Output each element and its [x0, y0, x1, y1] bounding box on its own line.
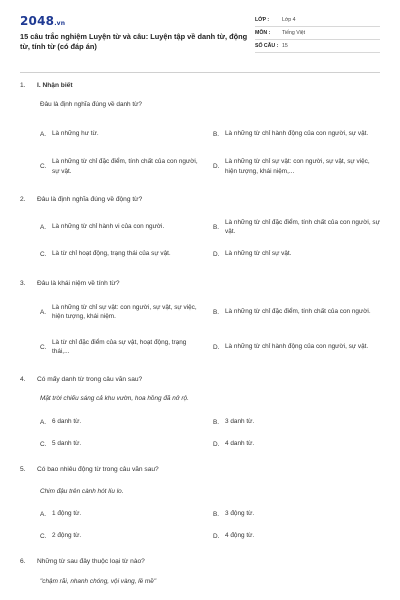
meta-count: [255, 40, 380, 53]
question-quote: "chậm rãi, nhanh chóng, vội vàng, lề mề": [40, 578, 157, 585]
option-text: Là những từ chỉ sự vật.: [225, 250, 292, 258]
option-d[interactable]: [213, 157, 380, 176]
site-logo[interactable]: [20, 14, 65, 28]
option-c[interactable]: [40, 157, 205, 176]
question-text: Đâu là định nghĩa đúng về động từ?: [37, 196, 143, 203]
meta-key: SỐ CÂU :: [255, 43, 279, 49]
option-c[interactable]: [40, 248, 205, 260]
option-b[interactable]: [213, 302, 380, 322]
option-b[interactable]: [213, 218, 380, 236]
option-text: 4 danh từ.: [225, 440, 255, 448]
option-a[interactable]: [40, 508, 205, 520]
option-d[interactable]: [213, 530, 380, 542]
option-letter: B.: [213, 223, 220, 231]
option-letter: C.: [40, 343, 47, 351]
option-d[interactable]: [213, 438, 380, 450]
question-quote: Chim đậu trên cành hót líu lo.: [40, 488, 124, 495]
option-letter: A.: [40, 418, 47, 426]
option-text: Là những từ chỉ hành động của con người, sự vật.: [225, 343, 369, 351]
question-header: [20, 196, 380, 206]
option-letter: B.: [213, 130, 220, 138]
option-text: Là những từ chỉ sự vật: con người, sự vật, sự việc, hiện tượng, khái niệm,...: [225, 158, 370, 175]
question-header: [20, 558, 380, 568]
meta-subject: [255, 27, 380, 40]
option-a[interactable]: [40, 125, 205, 143]
question-number: 6.: [20, 558, 26, 565]
option-letter: D.: [213, 532, 220, 540]
option-text: Là những từ chỉ hành vi của con người.: [52, 223, 165, 231]
option-a[interactable]: [40, 218, 205, 236]
option-text: 3 động từ.: [225, 510, 255, 518]
option-text: Là những từ chỉ đặc điểm, tính chất của con người.: [225, 308, 371, 316]
option-a[interactable]: [40, 416, 205, 428]
question-text: Những từ sau đây thuộc loại từ nào?: [37, 558, 145, 565]
option-letter: D.: [213, 163, 220, 170]
option-text: Là từ chỉ đặc điểm của sự vật, hoạt động, trạng thái,...: [52, 338, 187, 355]
document-meta: [255, 14, 380, 53]
question-text: Có bao nhiêu động từ trong câu văn sau?: [37, 466, 159, 473]
option-letter: A.: [40, 510, 47, 518]
option-letter: A.: [40, 223, 47, 231]
option-letter: A.: [40, 130, 47, 138]
section-heading: I. Nhận biết: [37, 82, 73, 89]
question-text: Đâu là khái niệm về tính từ?: [37, 280, 120, 287]
question-5: [20, 466, 380, 540]
question-1: [20, 82, 380, 175]
document-title: 15 câu trắc nghiệm Luyện từ và câu: Luyện tập về danh từ, động từ, tính từ (có đáp án): [20, 32, 248, 51]
question-text: Đâu là định nghĩa đúng về danh từ?: [40, 101, 142, 108]
question-4: [20, 376, 380, 448]
option-letter: B.: [213, 418, 220, 426]
option-text: Là từ chỉ hoạt động, trạng thái của sự vật.: [52, 250, 171, 258]
question-header: [20, 376, 380, 386]
option-text: Là những từ chỉ đặc điểm, tính chất của con người, sự vật.: [52, 158, 198, 175]
question-header: [20, 82, 380, 92]
option-b[interactable]: [213, 508, 380, 520]
option-letter: D.: [213, 343, 220, 351]
option-text: 4 động từ.: [225, 532, 255, 540]
option-letter: C.: [40, 163, 47, 170]
meta-key: MÔN :: [255, 30, 271, 36]
question-header: [20, 280, 380, 290]
option-text: Là những từ chỉ đặc điểm, tính chất của con người, sự vật.: [225, 218, 380, 235]
option-c[interactable]: [40, 530, 205, 542]
option-letter: B.: [213, 308, 220, 316]
question-number: 3.: [20, 280, 26, 287]
question-header: [20, 466, 380, 476]
meta-key: LỚP :: [255, 17, 270, 23]
question-number: 4.: [20, 376, 26, 383]
meta-value: Tiếng Việt: [282, 30, 306, 36]
option-letter: A.: [40, 308, 47, 316]
option-letter: C.: [40, 532, 47, 540]
option-text: 6 danh từ.: [52, 418, 82, 426]
logo-main: 2048: [20, 14, 55, 28]
option-letter: D.: [213, 440, 220, 448]
option-d[interactable]: [213, 337, 380, 357]
meta-grade: [255, 14, 380, 27]
question-text: Có mấy danh từ trong câu văn sau?: [37, 376, 143, 383]
option-c[interactable]: [40, 438, 205, 450]
option-text: 1 động từ.: [52, 510, 82, 518]
meta-value: 15: [282, 43, 288, 49]
option-b[interactable]: [213, 416, 380, 428]
option-a[interactable]: [40, 302, 205, 322]
option-text: Là những hư từ.: [52, 130, 99, 138]
question-number: 1.: [20, 82, 26, 89]
option-letter: B.: [213, 510, 220, 518]
option-text: 2 động từ.: [52, 532, 82, 540]
option-letter: C.: [40, 250, 47, 258]
meta-value: Lớp 4: [282, 17, 296, 23]
logo-domain: .vn: [54, 20, 66, 27]
option-text: Là những từ chỉ sự vật: con người, sự vật, sự việc, hiện tượng, khái niệm.: [52, 303, 197, 320]
option-letter: D.: [213, 250, 220, 258]
option-d[interactable]: [213, 248, 380, 260]
question-number: 5.: [20, 466, 26, 473]
question-2: [20, 196, 380, 258]
question-quote: Mặt trời chiếu sáng cả khu vườn, hoa hồng đã nở rộ.: [40, 395, 189, 402]
document-header: [20, 14, 380, 64]
header-divider: [20, 72, 380, 73]
option-b[interactable]: [213, 125, 380, 143]
question-3: [20, 280, 380, 355]
option-letter: C.: [40, 440, 47, 448]
option-text: 3 danh từ.: [225, 418, 255, 426]
option-text: Là những từ chỉ hành động của con người, sự vật.: [225, 130, 369, 138]
option-text: 5 danh từ.: [52, 440, 82, 448]
question-6: [20, 558, 380, 585]
option-c[interactable]: [40, 337, 205, 357]
question-number: 2.: [20, 196, 26, 203]
